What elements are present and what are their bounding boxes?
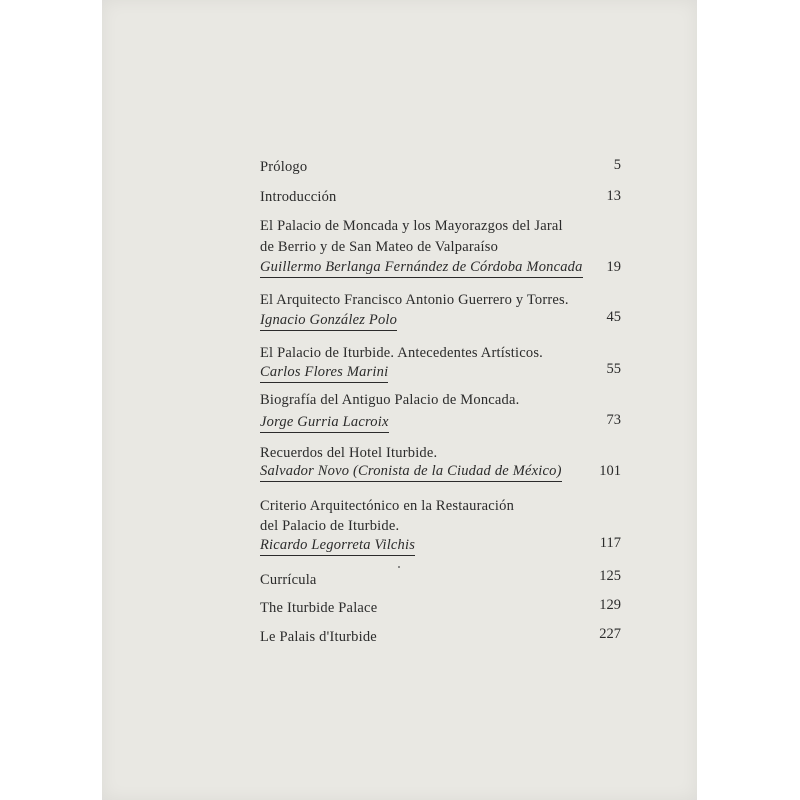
toc-page-iturbide-palace: 129 [599,597,621,613]
toc-title-palais: Le Palais d'Iturbide [260,629,377,645]
toc-page-moncada: 19 [606,259,621,275]
toc-title-criterio-line2: del Palacio de Iturbide. [260,518,400,534]
toc-title-curricula: Currícula [260,572,317,588]
toc-page-prologo: 5 [613,157,621,173]
toc-author-gonzalez-polo: Ignacio González Polo [260,312,397,331]
toc-title-prologo: Prólogo [260,159,308,175]
toc-page-criterio: 117 [599,535,621,551]
toc-title-iturbide-palace: The Iturbide Palace [260,600,378,616]
toc-author-berlanga: Guillermo Berlanga Fernández de Córdoba Moncada [260,259,583,278]
toc-page-introduccion: 13 [606,188,621,204]
toc-page-biografia: 73 [606,412,621,428]
toc-title-arquitecto: El Arquitecto Francisco Antonio Guerrero y Torres. [260,292,569,308]
book-page [102,0,697,800]
toc-title-introduccion: Introducción [260,189,337,205]
toc-page-antecedentes: 55 [606,361,621,377]
toc-page-arquitecto: 45 [606,309,621,325]
toc-title-biografia: Biografía del Antiguo Palacio de Moncada. [260,392,520,408]
toc-title-criterio-line1: Criterio Arquitectónico en la Restauración [260,498,515,514]
toc-title-antecedentes: El Palacio de Iturbide. Antecedentes Artísticos. [260,345,544,361]
toc-page-recuerdos: 101 [599,463,621,479]
toc-author-gurria: Jorge Gurria Lacroix [260,414,389,433]
toc-title-recuerdos: Recuerdos del Hotel Iturbide. [260,445,438,461]
toc-page-palais: 227 [599,626,621,642]
toc-author-flores-marini: Carlos Flores Marini [260,364,388,383]
table-of-contents [102,0,697,800]
toc-author-novo: Salvador Novo (Cronista de la Ciudad de México) [260,463,562,482]
toc-title-moncada-line2: de Berrio y de San Mateo de Valparaíso [260,239,499,255]
toc-page-curricula: 125 [599,568,621,584]
toc-title-moncada-line1: El Palacio de Moncada y los Mayorazgos del Jaral [260,218,563,234]
toc-author-legorreta: Ricardo Legorreta Vilchis [260,537,415,556]
paper-speck [398,566,400,568]
